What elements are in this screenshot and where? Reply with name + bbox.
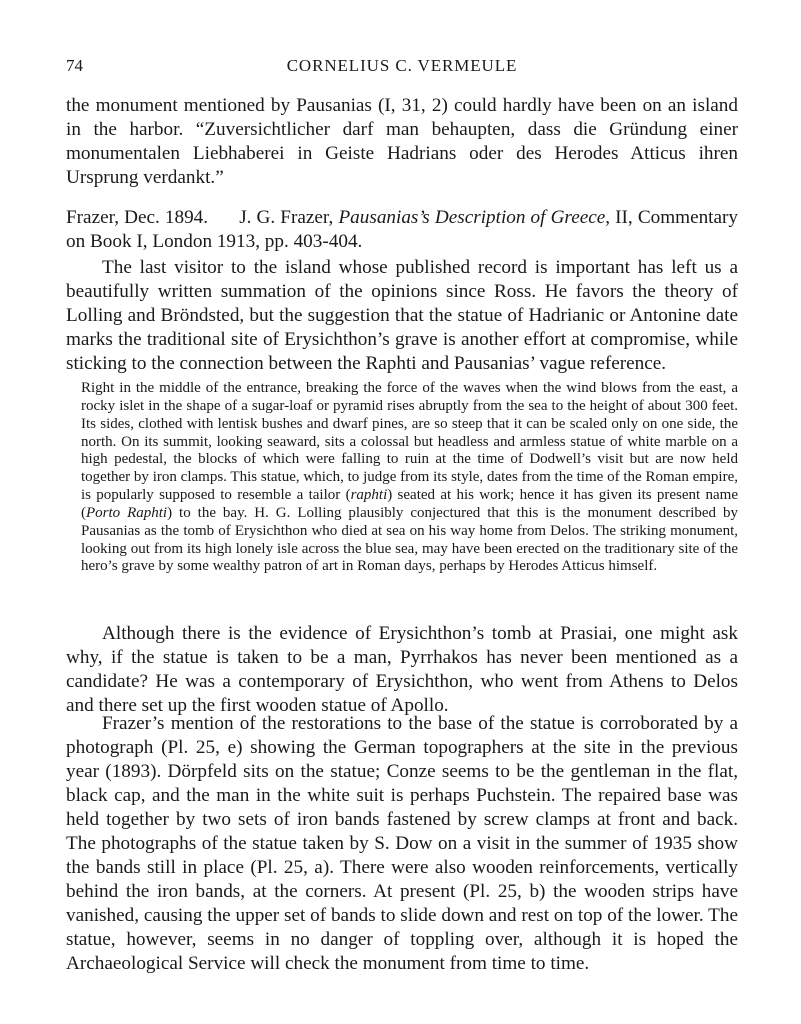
- block-quote-italic-raphti: raphti: [350, 487, 388, 504]
- citation-lead: Frazer, Dec. 1894.: [66, 207, 209, 228]
- citation: [66, 206, 738, 254]
- paragraph-3-text: Although there is the evidence of Erysichthon’s tomb at Prasiai, one might ask why, if the statue is taken to be a man, Pyrrhakos has never been mentioned as a candidate? He was a contemporary of Erysichthon, who went from Athens to Delos and there set up the first wooden statue of Apollo.: [66, 623, 738, 716]
- paragraph-summation: [66, 256, 738, 376]
- citation-author: J. G. Frazer,: [239, 207, 334, 228]
- block-quote-part-1: Right in the middle of the entrance, breaking the force of the waves when the wind blows from the east, a rocky islet in the shape of a sugar-loaf or pyramid rises abruptly from the sea to the height of about 300 feet. Its sides, clothed with lentisk bushes and dwarf pines, are so steep that it can be scaled only on one side, the north. On its summit, looking seaward, sits a colossal but headless and armless statue of white marble on a high pedestal, the blocks of which were falling to ruin at the time of Dodwell’s visit but are now held together by iron clamps. This statue, which, to judge from its style, dates from the time of the Roman empire, is popularly supposed to resemble a tailor (: [81, 380, 738, 504]
- citation-title: Pausanias’s Description of Greece: [338, 207, 606, 228]
- block-quote-text: [81, 380, 738, 576]
- paragraph-4-text: Frazer’s mention of the restorations to the base of the statue is corroborated by a photograph (Pl. 25, e) showing the German topographers at the site in the previous year (1893). Dörpfeld sits on the statue; Conze seems to be the gentleman in the flat, black cap, and the man in the white suit is perhaps Puchstein. The repaired base was held together by two sets of iron bands fastened by screw clamps at front and back. The photographs of the statue taken by S. Dow on a visit in the summer of 1935 show the bands still in place (Pl. 25, a). There were also wooden reinforcements, vertically behind the iron bands, at the corners. At present (Pl. 25, b) the wooden strips have vanished, causing the upper set of bands to slide down and rest on top of the lower. The statue, however, seems in no danger of toppling over, although it is hoped the Archaeological Service will check the monument from time to time.: [66, 713, 738, 974]
- paragraph-pyrrhakos: [66, 622, 738, 718]
- paragraph-continuation: [66, 94, 738, 190]
- block-quote-part-2: ) seated at his work; hence it has given its present name (: [81, 487, 738, 521]
- citation-rest: , II, Commentary on Book I, London 1913, pp. 403-404.: [66, 207, 739, 252]
- running-head: [66, 56, 738, 80]
- running-title: CORNELIUS C. VERMEULE: [286, 56, 518, 75]
- block-quote-part-3: ) to the bay. H. G. Lolling plausibly conjectured that this is the monument described by Pausanias as the tomb of Erysichthon who died at sea on his way home from Delos. The striking monument, looking out from its high lonely isle across the blue sea, may have been erected on the traditionary site of the hero’s grave by some wealthy patron of art in Roman days, perhaps by Herodes Atticus himself.: [81, 504, 738, 575]
- block-quote-italic-porto-raphti: Porto Raphti: [86, 504, 168, 521]
- paragraph-2-text: The last visitor to the island whose published record is important has left us a beautifully written summation of the opinions since Ross. He favors the theory of Lolling and Bröndsted, but the suggestion that the statue of Hadrianic or Antonine date marks the traditional site of Erysichthon’s grave is another effort at compromise, while sticking to the connection between the Raphti and Pausanias’ vague reference.: [66, 257, 738, 374]
- paragraph-restorations: [66, 712, 738, 976]
- block-quote: [81, 380, 738, 576]
- paragraph-1-text: the monument mentioned by Pausanias (I, 31, 2) could hardly have been on an island in the harbor. “Zuversichtlicher darf man behaupten, dass die Gründung einer monumentalen Liebhaberei in Geiste Hadrians oder des Herodes Atticus ihren Ursprung verdankt.”: [66, 95, 738, 188]
- page-number: 74: [66, 56, 83, 75]
